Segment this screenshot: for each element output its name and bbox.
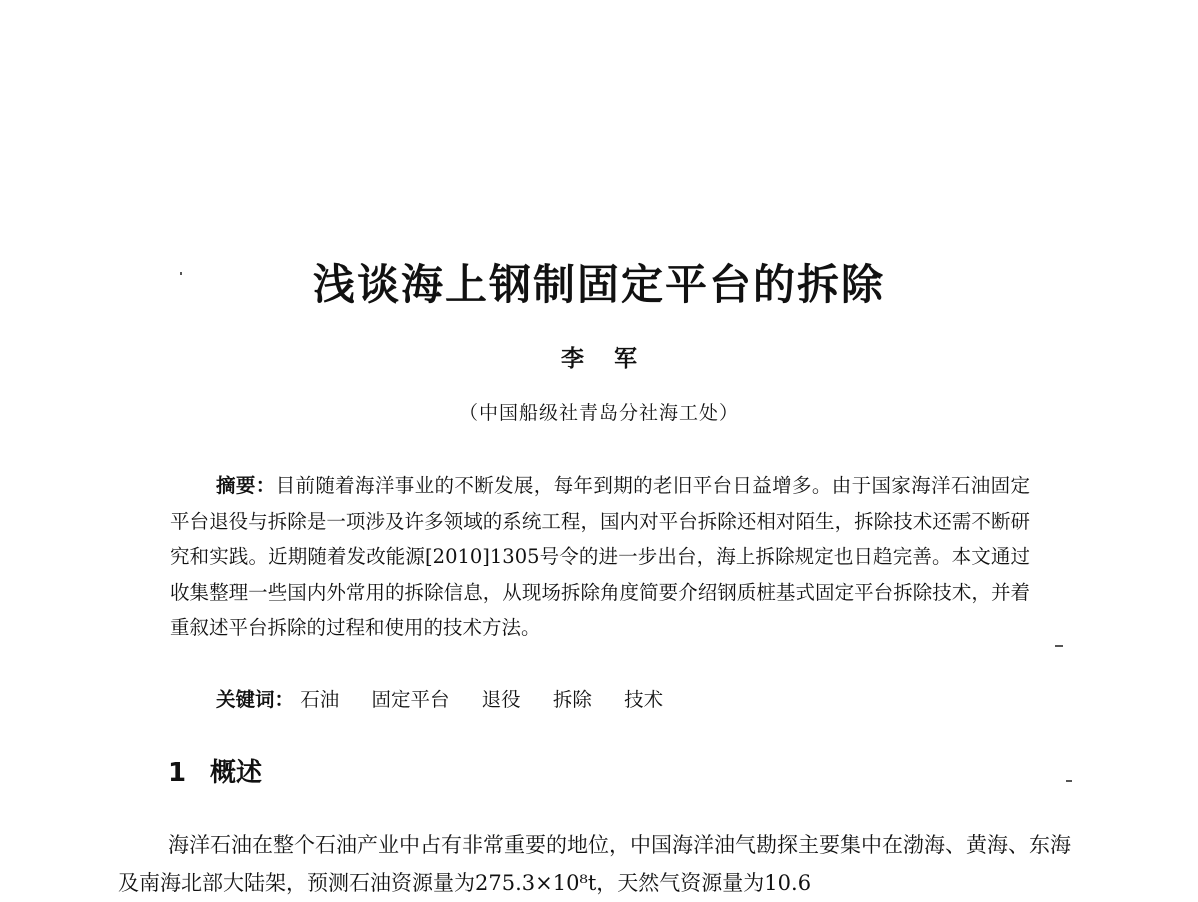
abstract-label: 摘要： xyxy=(216,474,276,497)
author-affiliation: （中国船级社青岛分社海工处） xyxy=(458,402,739,424)
author-name: 李军 xyxy=(561,345,667,372)
keywords xyxy=(216,682,1036,717)
keyword-item: 拆除 xyxy=(552,688,592,711)
section-heading xyxy=(168,752,262,789)
paper-title: 浅谈海上钢制固定平台的拆除 xyxy=(312,260,885,309)
scan-mark xyxy=(1066,780,1072,782)
scan-mark xyxy=(180,272,182,275)
keyword-item: 固定平台 xyxy=(371,688,450,711)
scan-mark xyxy=(1055,645,1063,647)
keyword-item: 退役 xyxy=(481,688,521,711)
section-body-text: 海洋石油在整个石油产业中占有非常重要的地位，中国海洋油气勘探主要集中在渤海、黄海、东海及南海北部大陆架，预测石油资源量为275.3×10⁸t，天然气资源量为10.6 xyxy=(118,833,1071,895)
keyword-item: 石油 xyxy=(300,688,340,711)
abstract xyxy=(170,468,1030,646)
keyword-item: 技术 xyxy=(624,688,664,711)
section-title: 概述 xyxy=(210,758,263,788)
section-number: 1 xyxy=(168,758,187,788)
keywords-label: 关键词： xyxy=(216,688,295,711)
abstract-text: 目前随着海洋事业的不断发展，每年到期的老旧平台日益增多。由于国家海洋石油固定平台退役与拆除是一项涉及许多领域的系统工程，国内对平台拆除还相对陌生，拆除技术还需不断研究和实践。近期随着发改能源[2010]1305号令的进一步出台，海上拆除规定也日趋完善。本文通过收集整理一些国内外常用的拆除信息，从现场拆除角度简要介绍钢质桩基式固定平台拆除技术，并着重叙述平台拆除的过程和使用的技术方法。 xyxy=(170,474,1030,639)
